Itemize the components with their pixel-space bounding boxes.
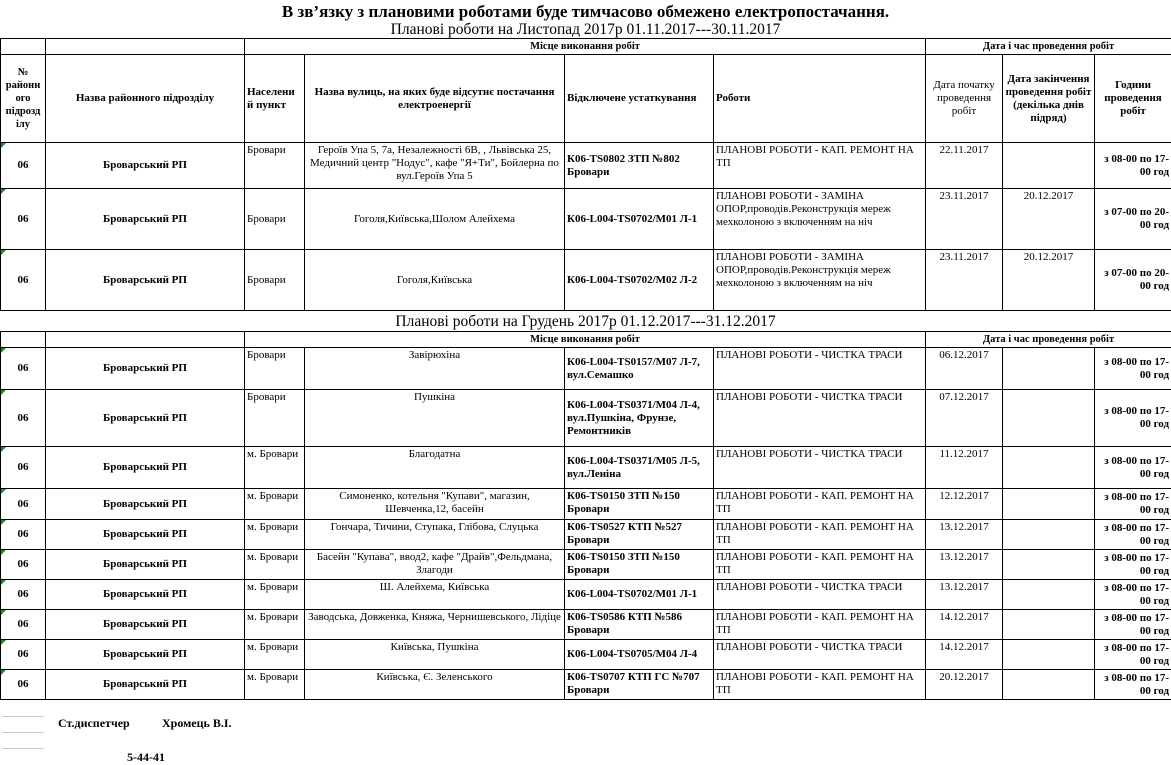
cell-equipment: К06-L004-TS0702/M02 Л-2 xyxy=(565,250,714,311)
cell-end xyxy=(1003,489,1095,520)
cell-works: ПЛАНОВІ РОБОТИ - КАП. РЕМОНТ НА ТП xyxy=(714,550,926,580)
header-date-group: Дата і час проведення робіт xyxy=(926,39,1171,55)
cell-streets: Басейн "Купава", ввод2, кафе "Драйв",Фельдмана, Злагоди xyxy=(305,550,565,580)
cell-hours: з 08-00 по 17-00 год xyxy=(1095,610,1171,640)
cell-num: 06 xyxy=(1,640,46,670)
cell-unit: Броварський РП xyxy=(46,447,245,489)
cell-settlement: м. Бровари xyxy=(245,670,305,700)
header-spacer xyxy=(1,39,46,55)
cell-works: ПЛАНОВІ РОБОТИ - ЧИСТКА ТРАСИ xyxy=(714,640,926,670)
cell-settlement: Бровари xyxy=(245,390,305,447)
cell-num: 06 xyxy=(1,670,46,700)
header-unit: Назва районного підрозділу xyxy=(46,55,245,143)
cell-hours: з 08-00 по 17-00 год xyxy=(1095,640,1171,670)
cell-settlement: Бровари xyxy=(245,250,305,311)
table-row xyxy=(1,670,1171,700)
cell-unit: Броварський РП xyxy=(46,550,245,580)
footer-divider xyxy=(2,748,44,749)
cell-works: ПЛАНОВІ РОБОТИ - ЗАМІНА ОПОР,проводів.Реконструкція мереж мехколоною з включенням на ніч xyxy=(714,189,926,250)
cell-start: 13.12.2017 xyxy=(926,550,1003,580)
cell-unit: Броварський РП xyxy=(46,640,245,670)
cell-settlement: м. Бровари xyxy=(245,520,305,550)
dispatcher-name: Хромець В.І. xyxy=(162,716,232,731)
period-november: Планові роботи на Листопад 2017р 01.11.2017---30.11.2017 xyxy=(0,21,1171,38)
cell-end xyxy=(1003,390,1095,447)
cell-works: ПЛАНОВІ РОБОТИ - КАП. РЕМОНТ НА ТП xyxy=(714,520,926,550)
cell-streets: Завірюхіна xyxy=(305,348,565,390)
cell-hours: з 08-00 по 17-00 год xyxy=(1095,550,1171,580)
header-spacer xyxy=(46,39,245,55)
header-num: № районн ого підрозд ілу xyxy=(1,55,46,143)
table-row xyxy=(1,580,1171,610)
cell-works: ПЛАНОВІ РОБОТИ - КАП. РЕМОНТ НА ТП xyxy=(714,143,926,189)
cell-end: 20.12.2017 xyxy=(1003,250,1095,311)
cell-streets: Гоголя,Київська,Шолом Алейхема xyxy=(305,189,565,250)
header-hours: Години проведення робіт xyxy=(1095,55,1171,143)
cell-works: ПЛАНОВІ РОБОТИ - КАП. РЕМОНТ НА ТП xyxy=(714,489,926,520)
cell-streets: Київська, Пушкіна xyxy=(305,640,565,670)
table-row xyxy=(1,390,1171,447)
cell-equipment: К06-TS0586 КТП №586 Бровари xyxy=(565,610,714,640)
cell-settlement: Бровари xyxy=(245,143,305,189)
page-title: В зв’язку з плановими роботами буде тимчасово обмежено електропостачання. xyxy=(0,3,1171,21)
cell-start: 20.12.2017 xyxy=(926,670,1003,700)
table-row xyxy=(1,610,1171,640)
cell-num: 06 xyxy=(1,250,46,311)
header-spacer xyxy=(1,332,46,348)
cell-streets: Симоненко, котельня "Купави", магазин, Шевченка,12, басейн xyxy=(305,489,565,520)
cell-equipment: К06-L004-TS0702/M01 Л-1 xyxy=(565,580,714,610)
cell-end xyxy=(1003,520,1095,550)
cell-num: 06 xyxy=(1,189,46,250)
schedule-table-december xyxy=(0,331,1171,700)
cell-start: 23.11.2017 xyxy=(926,250,1003,311)
table-row xyxy=(1,189,1171,250)
cell-hours: з 08-00 по 17-00 год xyxy=(1095,447,1171,489)
cell-hours: з 07-00 по 20-00 год xyxy=(1095,189,1171,250)
cell-unit: Броварський РП xyxy=(46,143,245,189)
cell-start: 13.12.2017 xyxy=(926,580,1003,610)
cell-start: 06.12.2017 xyxy=(926,348,1003,390)
cell-unit: Броварський РП xyxy=(46,670,245,700)
cell-start: 11.12.2017 xyxy=(926,447,1003,489)
cell-hours: з 08-00 по 17-00 год xyxy=(1095,520,1171,550)
cell-end: 20.12.2017 xyxy=(1003,189,1095,250)
cell-hours: з 08-00 по 17-00 год xyxy=(1095,143,1171,189)
cell-unit: Броварський РП xyxy=(46,580,245,610)
dispatcher-role: Ст.диспетчер xyxy=(58,716,130,731)
cell-equipment: К06-L004-TS0702/M01 Л-1 xyxy=(565,189,714,250)
cell-settlement: м. Бровари xyxy=(245,489,305,520)
header-end: Дата закінчення проведення робіт (декілька днів підряд) xyxy=(1003,55,1095,143)
cell-settlement: м. Бровари xyxy=(245,580,305,610)
cell-equipment: К06-L004-TS0371/M04 Л-4, вул.Пушкіна, Фрунзе, Ремонтників xyxy=(565,390,714,447)
cell-unit: Броварський РП xyxy=(46,348,245,390)
header-equipment: Відключене устаткування xyxy=(565,55,714,143)
table-row xyxy=(1,348,1171,390)
table-row xyxy=(1,143,1171,189)
cell-hours: з 07-00 по 20-00 год xyxy=(1095,250,1171,311)
cell-end xyxy=(1003,550,1095,580)
cell-unit: Броварський РП xyxy=(46,390,245,447)
cell-num: 06 xyxy=(1,550,46,580)
cell-equipment: К06-L004-TS0157/M07 Л-7, вул.Семашко xyxy=(565,348,714,390)
cell-equipment: К06-TS0150 ЗТП №150 Бровари xyxy=(565,489,714,520)
cell-hours: з 08-00 по 17-00 год xyxy=(1095,489,1171,520)
cell-num: 06 xyxy=(1,447,46,489)
table-row xyxy=(1,640,1171,670)
cell-works: ПЛАНОВІ РОБОТИ - ЧИСТКА ТРАСИ xyxy=(714,348,926,390)
cell-end xyxy=(1003,610,1095,640)
cell-num: 06 xyxy=(1,390,46,447)
cell-works: ПЛАНОВІ РОБОТИ - КАП. РЕМОНТ НА ТП xyxy=(714,670,926,700)
cell-equipment: К06-L004-TS0371/M05 Л-5, вул.Леніна xyxy=(565,447,714,489)
cell-num: 06 xyxy=(1,489,46,520)
cell-works: ПЛАНОВІ РОБОТИ - КАП. РЕМОНТ НА ТП xyxy=(714,610,926,640)
cell-equipment: К06-L004-TS0705/M04 Л-4 xyxy=(565,640,714,670)
cell-streets: Пушкіна xyxy=(305,390,565,447)
cell-settlement: м. Бровари xyxy=(245,610,305,640)
table-row xyxy=(1,520,1171,550)
cell-end xyxy=(1003,447,1095,489)
cell-equipment: К06-TS0150 ЗТП №150 Бровари xyxy=(565,550,714,580)
cell-start: 14.12.2017 xyxy=(926,610,1003,640)
cell-start: 23.11.2017 xyxy=(926,189,1003,250)
cell-num: 06 xyxy=(1,580,46,610)
cell-streets: Ш. Алейхема, Київська xyxy=(305,580,565,610)
cell-equipment: К06-TS0527 КТП №527 Бровари xyxy=(565,520,714,550)
cell-hours: з 08-00 по 17-00 год xyxy=(1095,390,1171,447)
cell-settlement: Бровари xyxy=(245,189,305,250)
cell-start: 22.11.2017 xyxy=(926,143,1003,189)
header-place-group: Місце виконання робіт xyxy=(245,332,926,348)
dispatcher-phone: 5-44-41 xyxy=(127,750,165,765)
cell-equipment: К06-TS0802 ЗТП №802 Бровари xyxy=(565,143,714,189)
header-works: Роботи xyxy=(714,55,926,143)
cell-hours: з 08-00 по 17-00 год xyxy=(1095,580,1171,610)
cell-streets: Благодатна xyxy=(305,447,565,489)
cell-streets: Гончара, Тичини, Ступака, Глібова, Слуцька xyxy=(305,520,565,550)
cell-num: 06 xyxy=(1,348,46,390)
cell-num: 06 xyxy=(1,520,46,550)
table-row xyxy=(1,489,1171,520)
header-start: Дата початку проведення робіт xyxy=(926,55,1003,143)
cell-unit: Броварський РП xyxy=(46,250,245,311)
header-settlement: Населени й пункт xyxy=(245,55,305,143)
cell-unit: Броварський РП xyxy=(46,610,245,640)
cell-settlement: м. Бровари xyxy=(245,550,305,580)
header-spacer xyxy=(46,332,245,348)
table-row xyxy=(1,250,1171,311)
cell-unit: Броварський РП xyxy=(46,489,245,520)
cell-streets: Героїв Упа 5, 7а, Незалежності 6В, , Львівська 25, Медичний центр "Нодус", кафе "Я+Ти", Бойлерна по вул.Героїв Упа 5 xyxy=(305,143,565,189)
cell-hours: з 08-00 по 17-00 год xyxy=(1095,348,1171,390)
cell-unit: Броварський РП xyxy=(46,520,245,550)
header-streets: Назва вулиць, на яких буде відсутнє постачання електроенергії xyxy=(305,55,565,143)
cell-streets: Київська, Є. Зеленського xyxy=(305,670,565,700)
cell-hours: з 08-00 по 17-00 год xyxy=(1095,670,1171,700)
cell-works: ПЛАНОВІ РОБОТИ - ЧИСТКА ТРАСИ xyxy=(714,390,926,447)
schedule-table-november xyxy=(0,38,1171,311)
footer-divider xyxy=(2,716,44,717)
cell-end xyxy=(1003,143,1095,189)
table-row xyxy=(1,550,1171,580)
cell-start: 14.12.2017 xyxy=(926,640,1003,670)
cell-streets: Заводська, Довженка, Княжа, Чернишевського, Лiдiце xyxy=(305,610,565,640)
header-place-group: Місце виконання робіт xyxy=(245,39,926,55)
cell-settlement: м. Бровари xyxy=(245,447,305,489)
cell-num: 06 xyxy=(1,143,46,189)
cell-streets: Гоголя,Київська xyxy=(305,250,565,311)
cell-works: ПЛАНОВІ РОБОТИ - ЗАМІНА ОПОР,проводів.Реконструкція мереж мехколоною з включенням на ніч xyxy=(714,250,926,311)
cell-works: ПЛАНОВІ РОБОТИ - ЧИСТКА ТРАСИ xyxy=(714,447,926,489)
cell-num: 06 xyxy=(1,610,46,640)
period-december: Планові роботи на Грудень 2017р 01.12.2017---31.12.2017 xyxy=(0,313,1171,330)
cell-start: 07.12.2017 xyxy=(926,390,1003,447)
cell-start: 13.12.2017 xyxy=(926,520,1003,550)
cell-start: 12.12.2017 xyxy=(926,489,1003,520)
cell-settlement: м. Бровари xyxy=(245,640,305,670)
cell-unit: Броварський РП xyxy=(46,189,245,250)
cell-end xyxy=(1003,348,1095,390)
table-row xyxy=(1,447,1171,489)
footer-divider xyxy=(2,732,44,733)
cell-settlement: Бровари xyxy=(245,348,305,390)
cell-works: ПЛАНОВІ РОБОТИ - ЧИСТКА ТРАСИ xyxy=(714,580,926,610)
cell-end xyxy=(1003,640,1095,670)
cell-end xyxy=(1003,670,1095,700)
cell-end xyxy=(1003,580,1095,610)
header-date-group: Дата і час проведення робіт xyxy=(926,332,1171,348)
cell-equipment: К06-TS0707 КТП ГС №707 Бровари xyxy=(565,670,714,700)
